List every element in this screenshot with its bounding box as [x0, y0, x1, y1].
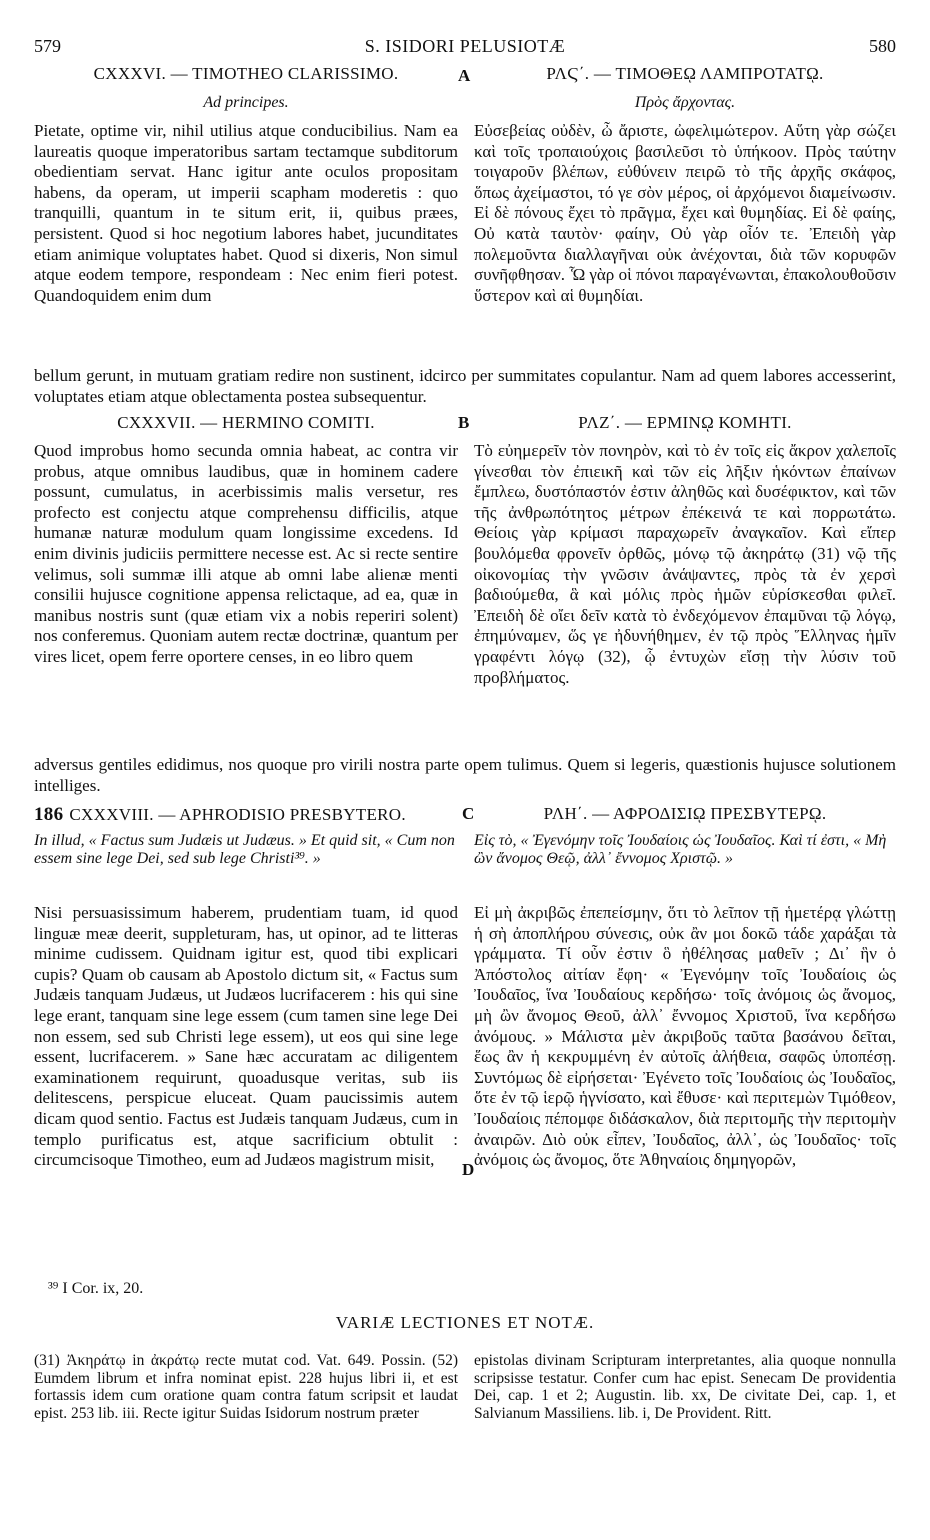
footnote: ³⁹ I Cor. ix, 20. — [48, 1280, 144, 1297]
margin-letter-b: B — [458, 413, 470, 432]
ep138-greek-text: Εἰ μὴ ἀκριβῶς ἐπεπείσμην, ὅτι τὸ λεῖπον τῇ ἡμετέρᾳ γλώττῃ ἡ σὴ ἀποπλήρου σύνεσις, οὐκ ἂν μοι δοκῶ τάδε χαράξαι τὰ γράμματα. Τί οὖν ἐστιν ὃ ἠθέλησας μαθεῖν ; Δι᾽ ἣν ὁ Ἀπόστολος αἰτίαν ἔφη· « Ἐγενόμην τοῖς Ἰουδαίοις ὡς Ἰουδαῖος, ἵνα Ἰουδαίους κερδήσω· τοῖς ἀνόμοις ὡς ἄνομος, μὴ ὢν ἄνομος Θεοῦ, ἀλλ᾽ ἔννομος Χριστοῦ, ἵνα κερδήσω ἀνόμους. » Μάλιστα μὲν ἀκριβοῦς ταῦτα βασάνου δεῖται, ἕως ἂν ἡ κεκρυμμένη ἐν αὐτοῖς ἀλήθεια, σαφῶς ὑποπέσῃ. Συντόμως δὲ εἰρήσεται· Ἐγένετο τοῖς Ἰουδαίοις ὡς Ἰουδαῖος, ὅτε ἐν τῷ ἱερῷ ἡγνίσατο, καὶ ἔθυσε· καὶ περιτεμὼν Τιμόθεον, Ἰουδαίοις πέπομφε διδάσκαλον, διὰ περιτομῆς τὴν περιτομὴν ἀναιρῶν. Διὸ οὐκ εἶπεν, Ἰουδαῖος, ἀλλ᾽, ὡς Ἰουδαῖος· τοῖς ἀνόμοις ὡς ἄνομος, ὅτε Ἀθηναίοις δημηγορῶν, — [474, 903, 896, 1170]
ep136-latin-title: CXXXVI. — TIMOTHEO CLARISSIMO. — [93, 64, 399, 83]
ep136-fullwidth-text: bellum gerunt, in mutuam gratiam redire non sustinent, idcirco per summitates copulantur. Nam ad quem labores accesserint, voluptates etiam atque oblectamenta postea subsequentur. — [34, 366, 896, 406]
ep137-greek-text: Τὸ εὐημερεῖν τὸν πονηρὸν, καὶ τὸ ἐν τοῖς εἰς ἄκρον χαλεποῖς γίνεσθαι τὸν ἐπιεικῆ καὶ τῶν εἰς λῆξιν ἡκόντων ἐπαίνων ἔμπλεω, δυστόπαστόν ἐστιν ἀληθῶς καὶ δυσέφικτον, καὶ τῶν τῆς ἀνθρωπότητος μέτρων ἐπέκεινά τε καὶ πορρωτάτω. Θείοις γὰρ κρίμασι παραχωρεῖν ἀναγκαῖον. Καὶ εἴπερ βουλόμεθα φρονεῖν ὀρθῶς, μόνῳ τῷ ἀκηράτῳ (31) νῷ τῆς οἰκονομίας τὴν γνῶσιν ἀνάψαντες, πρὸς τὰ ἐν χερσὶ βαδιούμεθα, ἃ καὶ μόλις πρὸς ἡμῶν εὑρίσκεσθαι φιλεῖ. Ἐπειδὴ δὲ οἴει δεῖν κατὰ τὸ ἐνδεχόμενον ἐπαμῦναι τῷ λόγῳ, ἐπημύναμεν, ὥς γε ἠδυνήθημεν, ἐν τῷ πρὸς Ἕλληνας ἡμῖν γραφέντι λόγῳ (32), ᾧ ἐντυχὼν εἴσῃ τὴν λύσιν τοῦ προβλήματος. — [474, 441, 896, 687]
notes-left-column: (31) Ἀκηράτῳ in ἀκράτῳ recte mutat cod. Vat. 649. Possin. (52) Eumdem librum et infra nominat epist. 228 hujus libri ii, et est fortassis idem cum oratione quam contra fatum scripsit et laudat epist. 253 lib. iii. Recte igitur Suidas Isidorum nostrum præter — [34, 1352, 458, 1422]
ep138-latin-title: CXXXVIII. — APHRODISIO PRESBYTERO. — [69, 805, 406, 824]
margin-letter-a: A — [458, 66, 471, 85]
ep136-latin-text: Pietate, optime vir, nihil utilius atque conducibilius. Nam ea laureatis quoque imperatoribus sartam tectamque subditorum obedientiam servat. Hanc igitur ante oculos propositam habens, da operam, ut imperii scapham moderetis : quo tranquilli, quantum in te situm erit, ii, quibus præes, persistent. Quod si hoc negotium labores habet, jucunditates etiam animique voluptates habet. Quod si dixeris, Non simul atque eodem tempore, respondeam : Nec enim fieri potest. Quandoquidem enim dum — [34, 121, 458, 305]
ep138-latin-subtitle: In illud, « Factus sum Judæis ut Judæus. » Et quid sit, « Cum non essem sine lege Dei, sed sub lege Christi³⁹. » — [34, 832, 455, 867]
ep137-latin-text: Quod improbus homo secunda omnia habeat, ac contra vir probus, atque omnibus laudibus, quæ in hominem cadere possunt, cumulatus, in acerbissimis malis versetur, res profecto est conjectu atque comprehensu difficilis, atque humanæ naturæ modulum quam longissime excedens. Id enim divinis judiciis permittere necesse est. Ac si recte sentire velimus, soli summæ illi atque ab omni labe alienæ menti consilii hujusce cognitione appensa relictaque, ad ea, quæ in manibus nostris sunt (quæ etiam vix a nobis reperiri solent) nos conferemus. Quoniam autem rectæ doctrinæ, quantum per vires licet, opem ferre oportere censes, in eo libro quem — [34, 441, 458, 666]
notes-title: VARIÆ LECTIONES ET NOTÆ. — [335, 1313, 595, 1332]
running-title: S. ISIDORI PELUSIOTÆ — [364, 36, 566, 56]
column-number: 186 — [34, 804, 64, 825]
ep137-greek-title: ΡΛΖ΄. — ΕΡΜΙΝῼ ΚΟΜΗΤΙ. — [578, 413, 792, 432]
page-number-right: 580 — [869, 36, 896, 56]
margin-letter-d: D — [462, 1160, 475, 1179]
page-number-left: 579 — [34, 36, 61, 56]
ep138-greek-subtitle: Εἰς τὸ, « Ἐγενόμην τοῖς Ἰουδαίοις ὡς Ἰουδαῖος. Καὶ τί ἐστι, « Μὴ ὢν ἄνομος Θεῷ, ἀλλ᾽ ἔννομος Χριστῷ. » — [474, 832, 887, 867]
ep138-latin-heading — [34, 804, 458, 826]
notes-right-column: epistolas divinam Scripturam interpretantes, alia quoque nonnulla scripsisse testatur. Confer cum hac epist. Senecam De providentia Dei, cap. 1 et 2; Augustin. lib. xx, De civitate Dei, cap. 1, et Salvianum Massiliens. lib. i, De Provident. Ritt. — [474, 1352, 896, 1422]
ep138-latin-text: Nisi persuasissimum haberem, prudentiam tuam, id quod linguæ meæ deerit, suppleturam, has, ut opinor, ad te litteras minime cudissem. Quidnam igitur est, quod tibi explicari cupis? Quam ob causam ab Apostolo dictum sit, « Factus sum Judæis tanquam Judæus, ut Judæos lucrifacerem : his qui sine lege erant, tanquam sine lege essem (cum tamen sine lege Dei non essem, sed sub Christi lege essem), ut eos qui sine lege essent, lucrifacerem. » Sane hæc accuratam ac diligentem examinationem requirunt, quoadusque veritas, sub iis delitescens, perspicue eluceat. Quam paucissimis autem dicam quod sentio. Factus est Judæis tanquam Judæus, cum in templo purificatus est, atque sacrificium obtulit : circumcisoque Timotheo, eum ad Judæos magistrum misit, — [34, 903, 458, 1170]
ep137-fullwidth-text: adversus gentiles edidimus, nos quoque pro virili nostra parte opem tulimus. Quem si legeris, quæstionis hujusce solutionem intelliges. — [34, 755, 896, 795]
margin-letter-c: C — [462, 804, 475, 823]
ep136-latin-subtitle: Ad principes. — [203, 94, 289, 111]
ep136-greek-subtitle: Πρὸς ἄρχοντας. — [634, 94, 736, 111]
ep136-greek-text: Εὐσεβείας οὐδὲν, ὦ ἄριστε, ὠφελιμώτερον. Αὕτη γὰρ σώζει καὶ τοῖς τροπαιούχοις βασιλεῦσι τὸ ὑπήκοον. Πρὸς ταύτην τοιγαροῦν βλέπων, εὐθύνειν πειρῶ τὸ τῆς ἀρχῆς σκάφος, ὅπως ἀχείμαστοι, τό γε σὸν μέρος, οἱ ἀρχόμενοι διαμείνωσιν. Εἰ δὲ πόνους ἔχει τὸ πρᾶγμα, ἔχει καὶ θυμηδίας. Εἰ δὲ φαίης, Οὐ κατὰ ταυτὸν· φαίην, Οὐ γὰρ οἷόν τε. Ἐπειδὴ γὰρ πολεμοῦντα διαλλαγῆναι οὐκ ἀνέχονται, διὰ τῶν κορυφῶν συνῆφθησαν. Ὧ γὰρ οἱ πόνοι παραγένωνται, ἐπακολουθοῦσιν ὕστερον καὶ αἱ θυμηδίαι. — [474, 121, 896, 305]
ep137-latin-title: CXXXVII. — HERMINO COMITI. — [117, 413, 375, 432]
ep136-greek-title: ΡΛϚ΄. — ΤΙΜΟΘΕῼ ΛΑΜΠΡΟΤΑΤῼ. — [546, 64, 824, 83]
running-head — [34, 36, 896, 60]
ep138-greek-title: ΡΛΗ΄. — ΑΦΡΟΔΙΣΙῼ ΠΡΕΣΒΥΤΕΡῼ. — [543, 804, 827, 823]
